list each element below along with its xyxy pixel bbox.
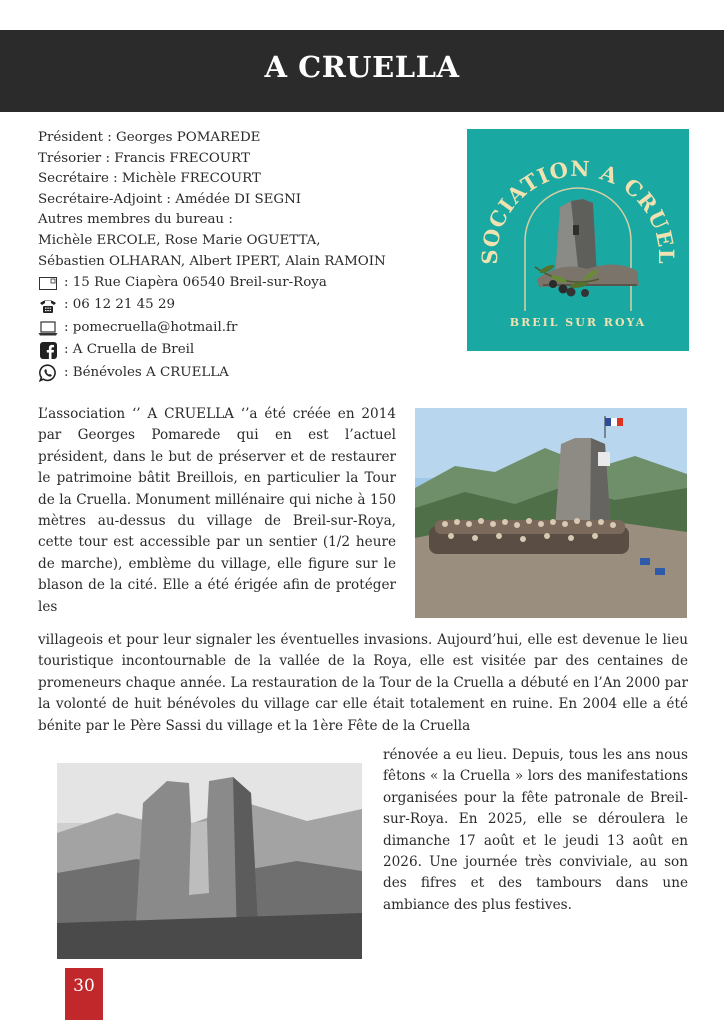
other-members-line-2: Sébastien OLHARAN, Albert IPERT, Alain RAMOIN xyxy=(38,253,386,269)
address-row xyxy=(38,272,386,294)
phone-icon xyxy=(38,297,58,315)
group-photo xyxy=(415,408,687,618)
whatsapp-text: : Bénévoles A CRUELLA xyxy=(64,364,229,380)
whatsapp-row xyxy=(38,362,386,384)
whatsapp-icon xyxy=(38,364,58,382)
deputy-secretary-line: Secrétaire-Adjoint : Amédée DI SEGNI xyxy=(38,191,302,207)
association-logo xyxy=(467,129,689,351)
envelope-icon xyxy=(38,274,58,292)
facebook-text: : A Cruella de Breil xyxy=(64,342,195,358)
logo-bottom-text: BREIL SUR ROYA xyxy=(509,316,647,329)
other-members-line-1: Michèle ERCOLE, Rose Marie OGUETTA, xyxy=(38,232,321,248)
facebook-icon xyxy=(38,342,58,360)
secretary-line: Secrétaire : Michèle FRECOURT xyxy=(38,171,261,187)
other-members-heading: Autres membres du bureau : xyxy=(38,212,233,228)
address-text: : 15 Rue Ciapèra 06540 Breil-sur-Roya xyxy=(64,275,327,291)
laptop-icon xyxy=(38,319,58,337)
logo-arc-text: SOCIATION A CRUEL xyxy=(476,155,680,265)
bureau-info xyxy=(38,128,386,384)
page-number: 30 xyxy=(65,968,103,1020)
treasurer-line: Trésorier : Francis FRECOURT xyxy=(38,150,250,166)
president-line: Président : Georges POMAREDE xyxy=(38,130,261,145)
ruin-photo xyxy=(57,763,362,959)
facebook-row xyxy=(38,339,386,361)
email-row xyxy=(38,317,386,339)
page-title: A CRUELLA xyxy=(264,50,460,84)
phone-text: : 06 12 21 45 29 xyxy=(64,297,175,313)
email-link[interactable]: : pomecruella@hotmail.fr xyxy=(64,319,238,335)
paragraph-history: villageois et pour leur signaler les éventuelles invasions. Aujourd’hui, elle est devenue le lieu touristique incontournable de la vallée de la Roya, elle est visitée par des centaines de promeneurs chaque année. La restauration de la Tour de la Cruella a débuté en l’An 2000 par la volonté de huit bénévoles du village car elle était totalement en ruine. En 2004 elle a été bénite par le Père Sassi du village et la 1ère Fête de la Cruella xyxy=(38,632,688,734)
tower-drawing-icon xyxy=(537,199,639,287)
phone-row xyxy=(38,295,386,317)
paragraph-festival: rénovée a eu lieu. Depuis, tous les ans nous fêtons « la Cruella » lors des manifestations organisées pour la fête patronale de Breil-sur-Roya. En 2025, elle se déroulera le dimanche 17 août et le jeudi 13 août en 2026. Une journée très conviviale, au son des fifres et des tambours dans une ambiance des plus festives. xyxy=(383,747,688,913)
paragraph-intro: L’association ‘’ A CRUELLA ‘’a été créée en 2014 par Georges Pomarede qui en est l’actuel président, dans le but de préserver et de restaurer le patrimoine bâtit Breillois, en particulier la Tour de la Cruella. Monument millénaire qui niche à 150 mètres au-dessus du village de Breil-sur-Roya, cette tour est accessible par un sentier (1/2 heure de marche), emblème du village, elle figure sur le blason de la cité. Elle a été érigée afin de protéger les xyxy=(38,406,396,615)
